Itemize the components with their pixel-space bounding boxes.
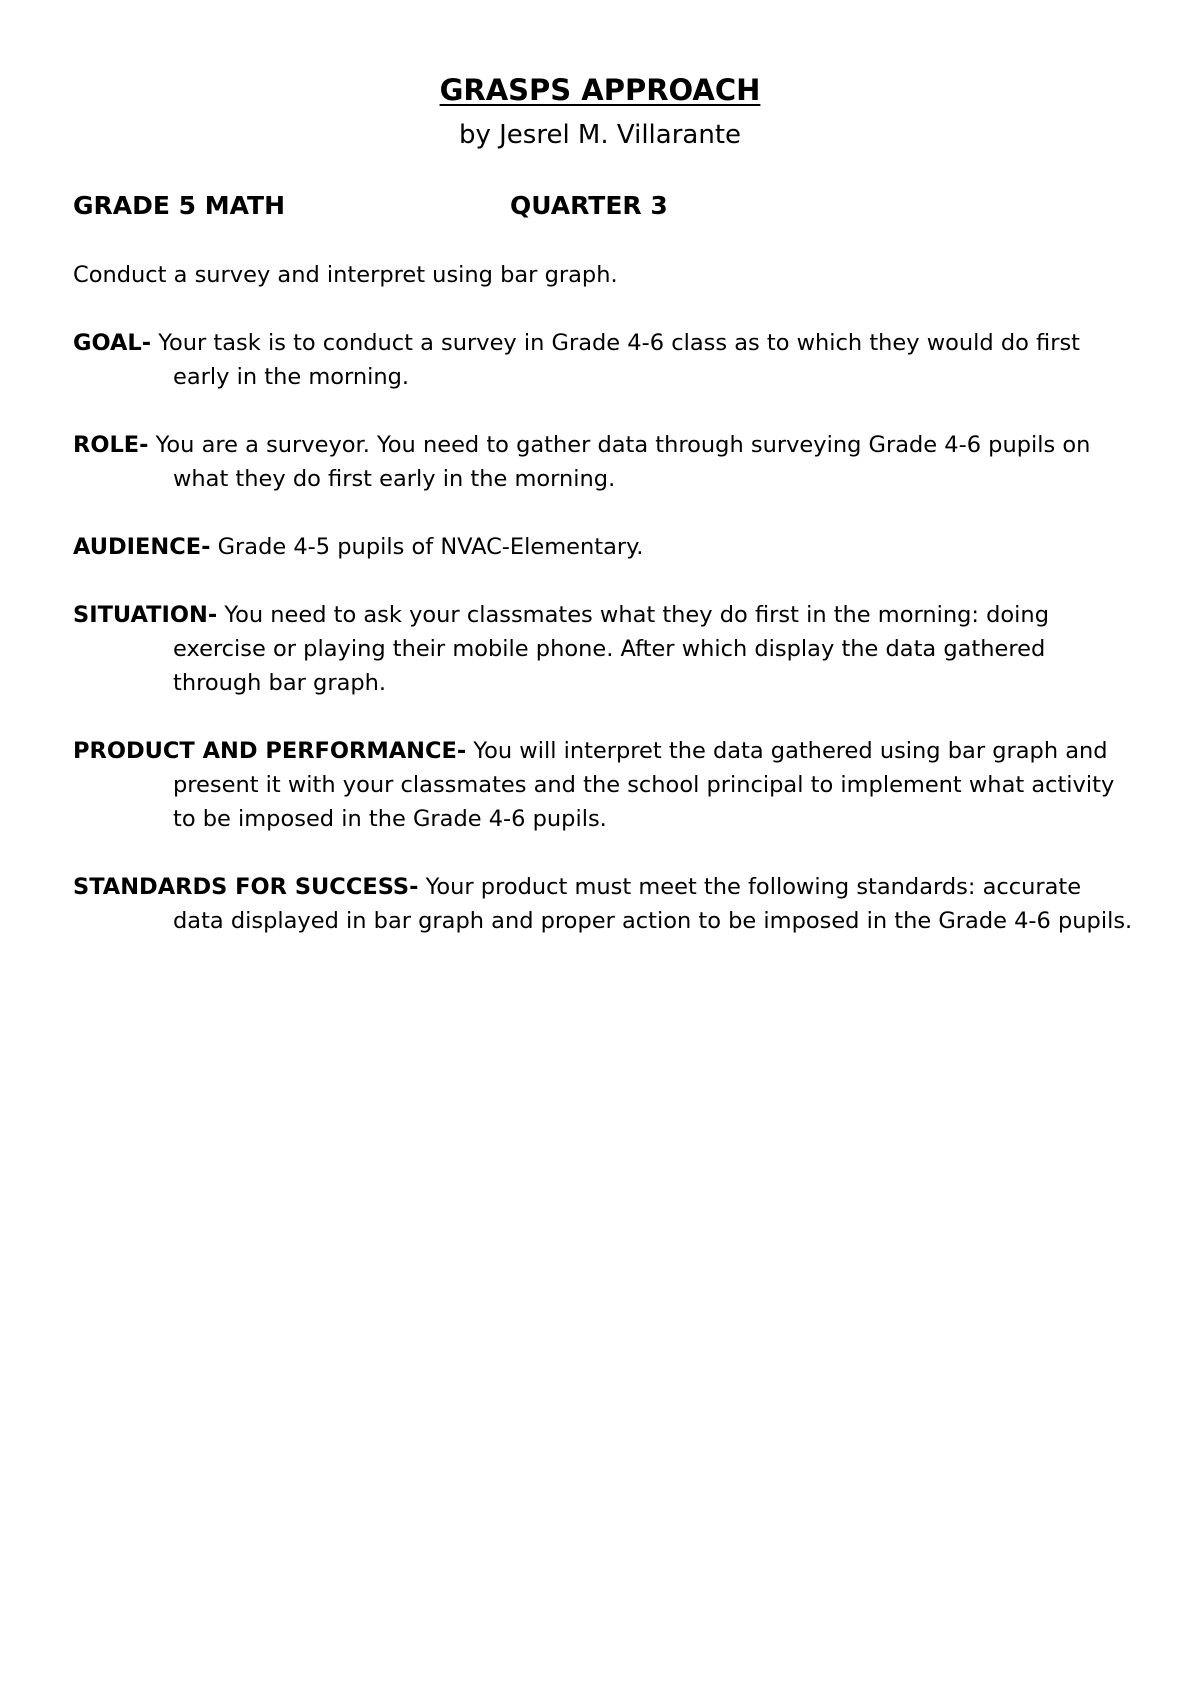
section-role — [73, 428, 1133, 496]
section-product-performance-text: You will interpret the data gathered using bar graph and present it with your classmates and the school principal to implement what activity to be imposed in the Grade 4-6 pupils. — [173, 738, 1115, 832]
section-role-text: You are a surveyor. You need to gather data through surveying Grade 4-6 pupils on what they do first early in the morning. — [148, 432, 1091, 492]
section-audience-text: Grade 4-5 pupils of NVAC-Elementary. — [210, 534, 644, 560]
document-title: GRASPS APPROACH — [439, 73, 761, 107]
section-audience — [73, 530, 1133, 564]
section-role-label: ROLE- — [73, 432, 149, 458]
quarter-label: QUARTER 3 — [510, 191, 668, 220]
grade-label: GRADE 5 MATH — [73, 191, 286, 220]
section-situation-text: You need to ask your classmates what they do first in the morning: doing exercise or playing their mobile phone. After which display the data gathered through bar graph. — [173, 602, 1049, 696]
document-author: by Jesrel M. Villarante — [458, 120, 742, 150]
section-situation-label: SITUATION- — [73, 602, 218, 628]
section-goal-label: GOAL- — [73, 330, 152, 356]
section-product-performance-label: PRODUCT AND PERFORMANCE- — [73, 738, 467, 764]
section-standards — [73, 870, 1133, 938]
intro-text: Conduct a survey and interpret using bar graph. — [73, 262, 618, 288]
section-goal-text: Your task is to conduct a survey in Grade 4-6 class as to which they would do first early in the morning. — [151, 330, 1080, 390]
section-standards-label: STANDARDS FOR SUCCESS- — [73, 874, 419, 900]
section-goal — [73, 326, 1133, 394]
section-product-performance — [73, 734, 1133, 836]
section-audience-label: AUDIENCE- — [73, 534, 211, 560]
section-situation — [73, 598, 1133, 700]
section-standards-text: Your product must meet the following standards: accurate data displayed in bar graph and proper action to be imposed in the Grade 4-6 pupils. — [173, 874, 1133, 934]
